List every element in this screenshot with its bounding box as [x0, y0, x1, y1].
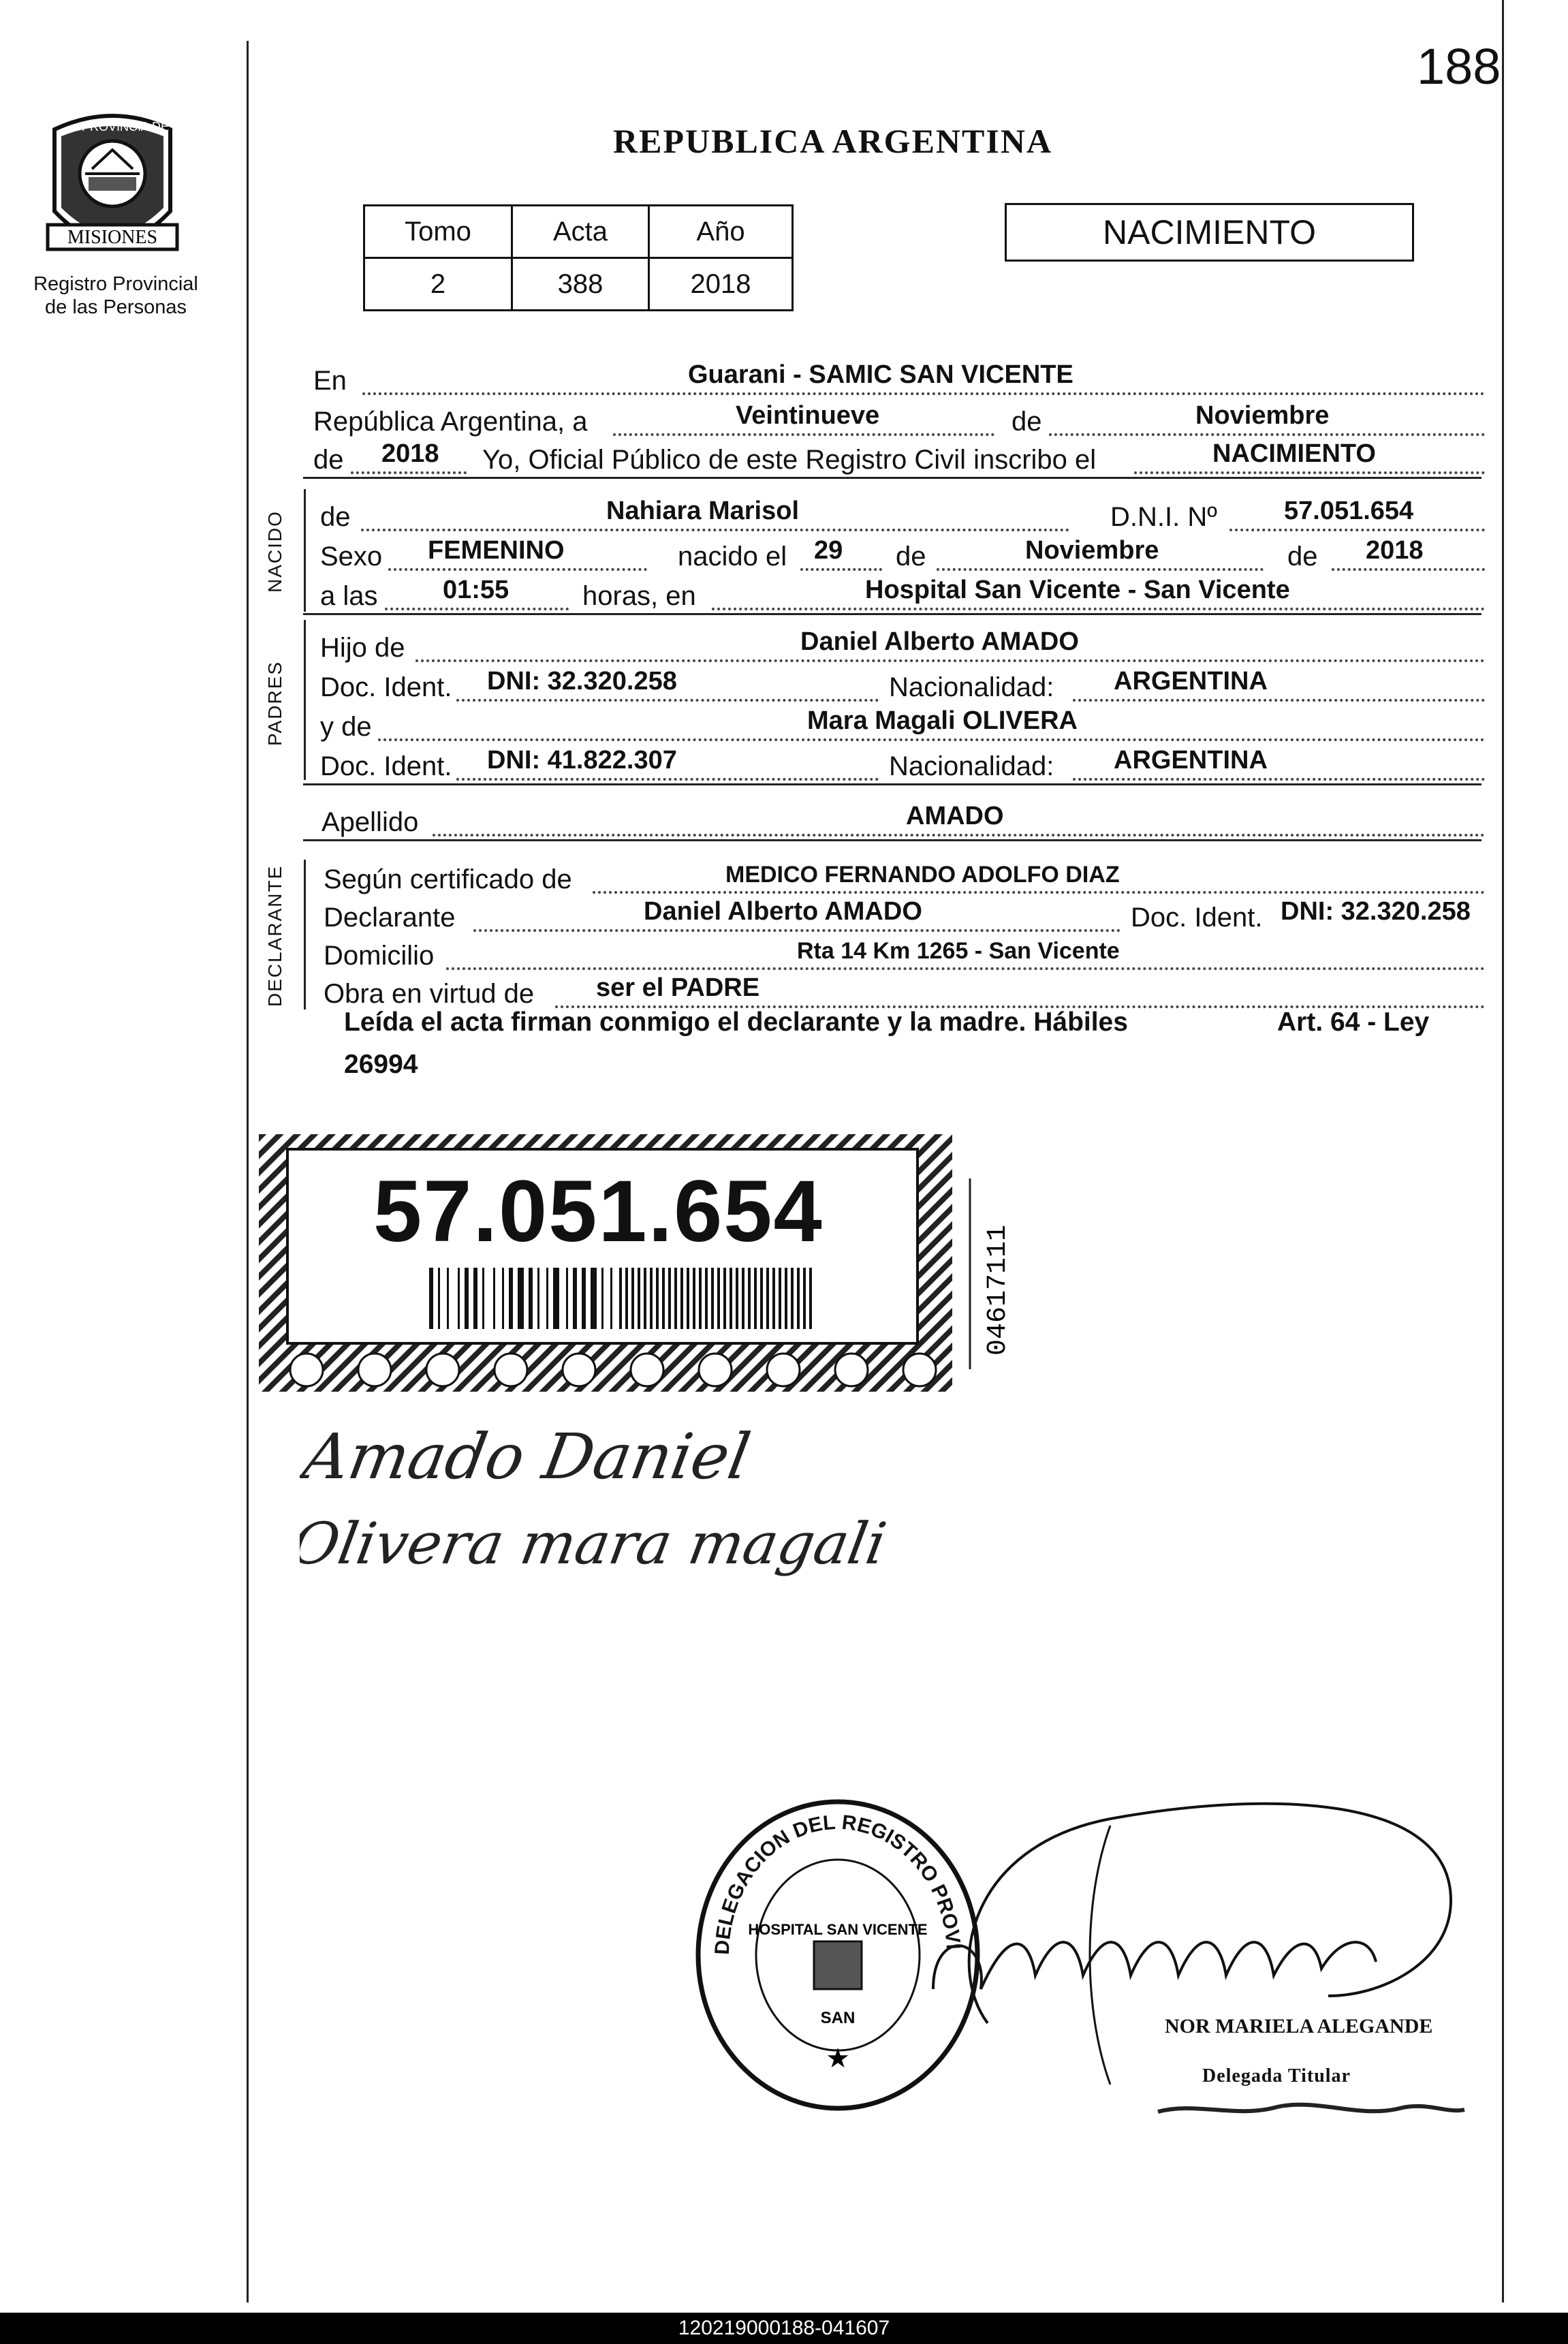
tomo-value: 2	[364, 258, 512, 311]
declarante-label: Declarante	[324, 903, 456, 933]
provincia-de-misiones-coat-of-arms-icon	[41, 109, 184, 293]
barcode-bar	[760, 1268, 763, 1329]
padres-side-label: PADRES	[264, 660, 285, 746]
barcode-bar	[803, 1268, 806, 1329]
birth-year: 2018	[1366, 536, 1424, 565]
page-title: REPUBLICA ARGENTINA	[613, 122, 1053, 160]
barcode-bar	[650, 1268, 653, 1329]
cert-label: Según certificado de	[324, 864, 572, 894]
mother-name: Mara Magali OLIVERA	[807, 706, 1078, 735]
cert-value: MEDICO FERNANDO ADOLFO DIAZ	[725, 862, 1120, 888]
officer-stamp-smudge	[1155, 2095, 1468, 2122]
nacido-bracket	[304, 489, 306, 612]
inscribe-value: NACIMIENTO	[1212, 439, 1376, 468]
parent-signatures	[300, 1424, 913, 1601]
barcode-bar	[509, 1268, 513, 1329]
tomo-header: Tomo	[364, 206, 512, 258]
barcode-bar	[610, 1268, 612, 1329]
barcode-bar	[656, 1268, 659, 1329]
mother-doc-label: Doc. Ident.	[320, 751, 452, 781]
declarante-side-label: DECLARANTE	[264, 864, 285, 1007]
barcode-number: 57.051.654	[373, 1163, 824, 1260]
row-certificado	[313, 860, 1485, 898]
barcode-bar	[537, 1268, 539, 1329]
barcode-bar	[518, 1268, 524, 1329]
month-value: Noviembre	[1195, 401, 1330, 430]
row-en	[313, 361, 1485, 399]
barcode-bar	[687, 1268, 689, 1329]
ano-header: Año	[649, 206, 793, 258]
row-declarante	[313, 898, 1485, 936]
republica-label: República Argentina, a	[313, 407, 588, 437]
barcode-bar	[438, 1268, 440, 1329]
birth-day: 29	[814, 536, 843, 565]
seal-emblem-icon	[814, 1941, 862, 1989]
birth-month: Noviembre	[1025, 536, 1159, 565]
row-mother-doc	[313, 747, 1485, 785]
barcode-bar	[736, 1268, 738, 1329]
day-words-value: Veintinueve	[736, 401, 880, 430]
birth-place: Hospital San Vicente - San Vicente	[865, 576, 1290, 604]
birth-time: 01:55	[443, 576, 509, 604]
barcode-bar	[458, 1268, 460, 1329]
barcode-bar	[429, 1268, 433, 1329]
barcode-bar	[546, 1268, 548, 1329]
barcode-bar	[601, 1268, 603, 1329]
barcode-bar	[573, 1268, 577, 1329]
hijo-de-label: Hijo de	[320, 633, 405, 663]
role-value: ser el PADRE	[596, 973, 760, 1002]
sexo-label: Sexo	[320, 542, 383, 572]
registry-line-2: de las Personas	[45, 296, 187, 318]
declarante-doc-label: Doc. Ident.	[1131, 903, 1263, 933]
registry-caption	[27, 272, 204, 319]
row-y-de	[313, 707, 1485, 745]
page-number: 188	[1417, 38, 1501, 95]
barcode-bar	[566, 1268, 568, 1329]
place-value: Guarani - SAMIC SAN VICENTE	[688, 360, 1073, 389]
row-father-doc	[313, 668, 1485, 706]
de-label-3: de	[896, 542, 926, 572]
barcode-bar	[754, 1268, 757, 1329]
horas-label: horas, en	[582, 581, 696, 611]
barcode-bar	[791, 1268, 794, 1329]
barcode-bar	[705, 1268, 708, 1329]
left-margin-line	[247, 41, 249, 2302]
en-label: En	[313, 366, 347, 396]
father-doc-label: Doc. Ident.	[320, 672, 452, 702]
mother-nat-label: Nacionalidad:	[889, 751, 1054, 781]
logo-banner-text: MISIONES	[67, 227, 158, 248]
apellido-label: Apellido	[322, 807, 419, 837]
father-signature: Amado Daniel	[300, 1424, 756, 1493]
barcode-bar	[625, 1268, 628, 1329]
mother-doc: DNI: 41.822.307	[487, 746, 677, 775]
domicilio-label: Domicilio	[324, 941, 435, 971]
barcode-bar	[730, 1268, 732, 1329]
barcode-bar	[529, 1268, 533, 1329]
row-hora	[313, 576, 1485, 614]
child-dni: 57.051.654	[1284, 497, 1414, 525]
mother-signature: Olivera mara magali	[300, 1510, 892, 1577]
closing-text	[344, 1001, 1502, 1086]
seal-bottom-text: SAN	[820, 2009, 856, 2027]
child-name: Nahiara Marisol	[606, 497, 799, 525]
obra-label: Obra en virtud de	[324, 979, 535, 1009]
nacido-de-label: de	[320, 502, 351, 532]
barcode-bar	[693, 1268, 695, 1329]
apellido-value: AMADO	[906, 802, 1004, 830]
mother-nationality: ARGENTINA	[1114, 746, 1268, 775]
barcode-bar	[797, 1268, 800, 1329]
barcode-bar	[680, 1268, 683, 1329]
barcode-bar	[748, 1268, 751, 1329]
row-apellido	[313, 802, 1485, 841]
year-value: 2018	[381, 439, 439, 468]
declarante-bracket	[304, 860, 306, 1010]
barcode-bar	[699, 1268, 702, 1329]
declarante-doc: DNI: 32.320.258	[1281, 897, 1471, 926]
barcode-bar	[465, 1268, 469, 1329]
seal-star-icon: ★	[826, 2044, 850, 2074]
de-label: de	[1012, 407, 1042, 437]
barcode-bar	[674, 1268, 677, 1329]
row-year-inscribe	[313, 440, 1485, 478]
barcode-bar	[502, 1268, 504, 1329]
sexo-value: FEMENINO	[428, 536, 565, 565]
officer-role: Delegada Titular	[1202, 2065, 1351, 2087]
barcode-bar	[785, 1268, 787, 1329]
inscribe-label: Yo, Oficial Público de este Registro Civil inscribo el	[482, 445, 1097, 475]
barcode-bar	[553, 1268, 559, 1329]
closing-sentence: Leída el acta firman conmigo el declarante y la madre. Hábiles	[344, 1007, 1128, 1037]
barcode-bar	[631, 1268, 634, 1329]
row-sexo	[313, 537, 1485, 575]
barcode-bar	[473, 1268, 477, 1329]
father-nationality: ARGENTINA	[1114, 667, 1268, 696]
barcode-bar	[638, 1268, 640, 1329]
father-doc: DNI: 32.320.258	[487, 667, 677, 696]
barcode-bar	[779, 1268, 781, 1329]
padres-bracket	[304, 620, 306, 780]
officer-signature	[906, 1764, 1519, 2105]
acta-header: Acta	[512, 206, 649, 258]
footer-code: 120219000188-041607	[0, 2313, 1568, 2344]
serial-text: 04617111	[983, 1224, 1014, 1356]
barcode-bar	[766, 1268, 769, 1329]
barcode-bar	[662, 1268, 665, 1329]
closing-law: Art. 64 - Ley	[1277, 1007, 1430, 1037]
barcode-bar	[772, 1268, 775, 1329]
barcode-bar	[644, 1268, 646, 1329]
de-label-2: de	[313, 445, 344, 475]
barcode-bar	[668, 1268, 671, 1329]
seal-outer-text: DELEGACION DEL REGISTRO PROVI	[710, 1811, 965, 1956]
row-nacido-name	[313, 497, 1485, 535]
barcode-bar	[482, 1268, 484, 1329]
barcode-bar	[742, 1268, 744, 1329]
nacido-side-label: NACIDO	[264, 510, 285, 593]
y-de-label: y de	[320, 712, 372, 742]
seal-inner-text: HOSPITAL SAN VICENTE	[748, 1921, 928, 1938]
barcode-bar	[619, 1268, 622, 1329]
a-las-label: a las	[320, 581, 378, 611]
barcode-bar	[447, 1268, 449, 1329]
officer-name: NOR MARIELA ALEGANDE	[1165, 2015, 1433, 2037]
registry-line-1: Registro Provincial	[33, 273, 198, 295]
record-table	[363, 204, 794, 311]
barcode-serial	[967, 1172, 1022, 1376]
divider-1	[303, 477, 1481, 479]
de-label-4: de	[1287, 542, 1318, 572]
declarante-name: Daniel Alberto AMADO	[644, 897, 922, 926]
barcode-bar	[717, 1268, 720, 1329]
divider-3	[303, 783, 1481, 785]
barcode-bar	[493, 1268, 495, 1329]
record-type-box: NACIMIENTO	[1005, 203, 1414, 262]
barcode-bar	[711, 1268, 714, 1329]
acta-value: 388	[512, 258, 649, 311]
divider-2	[303, 613, 1481, 615]
barcode-bar	[582, 1268, 586, 1329]
row-domicilio	[313, 936, 1485, 974]
father-name: Daniel Alberto AMADO	[800, 627, 1079, 656]
ano-value: 2018	[649, 258, 793, 311]
dni-label: D.N.I. Nº	[1110, 502, 1217, 532]
barcode-bar	[809, 1268, 812, 1329]
row-hijo-de	[313, 628, 1485, 666]
address-value: Rta 14 Km 1265 - San Vicente	[797, 938, 1120, 964]
row-republica	[313, 402, 1485, 440]
father-nat-label: Nacionalidad:	[889, 672, 1054, 702]
logo-arc-text: PROVINCIA DE	[82, 120, 170, 134]
barcode-bar	[591, 1268, 597, 1329]
closing-law-number: 26994	[344, 1050, 418, 1079]
divider-4	[303, 839, 1481, 841]
barcode-bar	[723, 1268, 726, 1329]
nacido-el-label: nacido el	[678, 542, 787, 572]
